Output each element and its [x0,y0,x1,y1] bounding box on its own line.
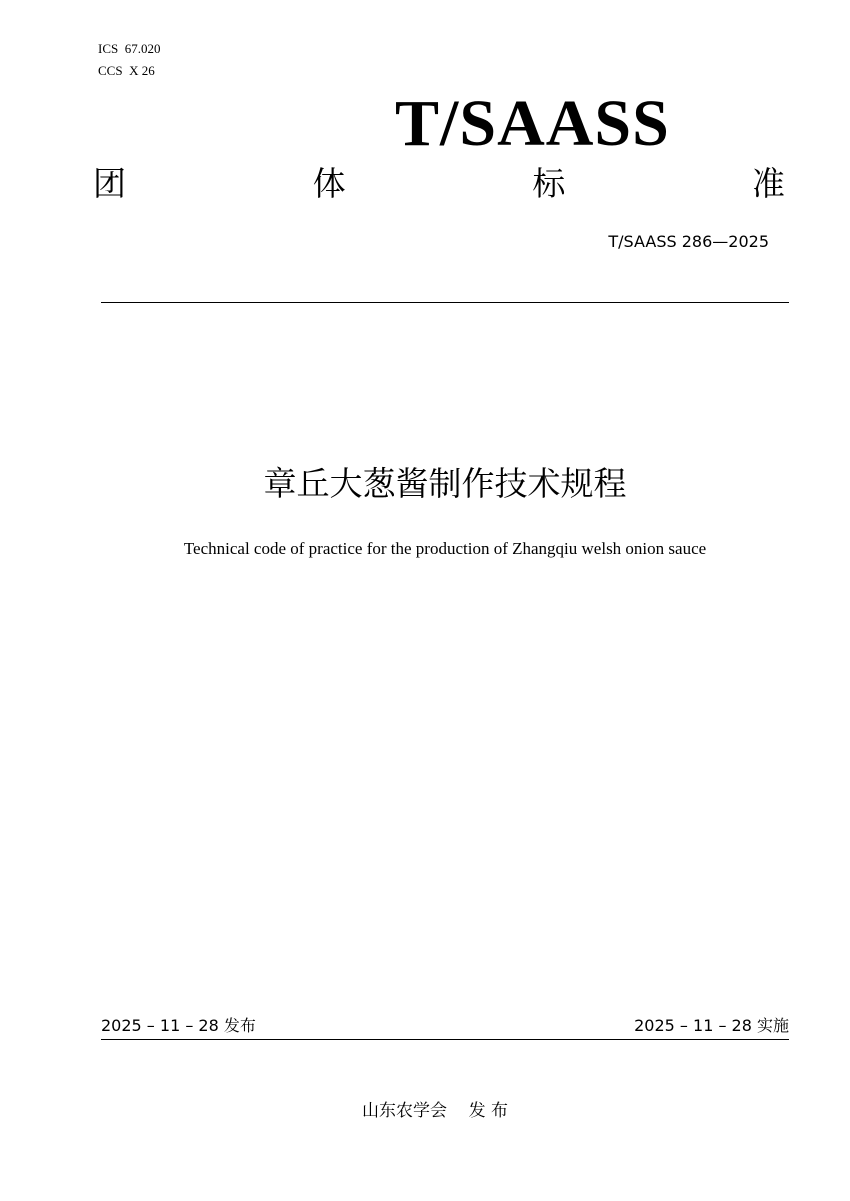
title-english: Technical code of practice for the production of Zhangqiu welsh onion sauce [183,539,707,558]
standard-type-char-1: 团 [93,164,126,203]
bottom-divider [101,1039,789,1040]
publisher: 山东农学会 发 布 [361,1101,509,1121]
top-divider [101,302,789,303]
standard-code-heading: T/SAASS [395,87,670,160]
standard-type [93,162,785,206]
standard-number: T/SAASS 286—2025 [608,232,769,251]
standard-type-char-3: 标 [532,164,566,203]
implementation-date: 2025 – 11 – 28 实施 [634,1016,789,1035]
standard-type-char-2: 体 [312,164,346,203]
ccs-code: CCS X 26 [98,63,155,78]
ics-code: ICS 67.020 [98,41,161,56]
standard-type-char-4: 准 [751,164,785,203]
title-chinese: 章丘大葱酱制作技术规程 [263,464,627,503]
issue-date: 2025 – 11 – 28 发布 [101,1016,256,1035]
